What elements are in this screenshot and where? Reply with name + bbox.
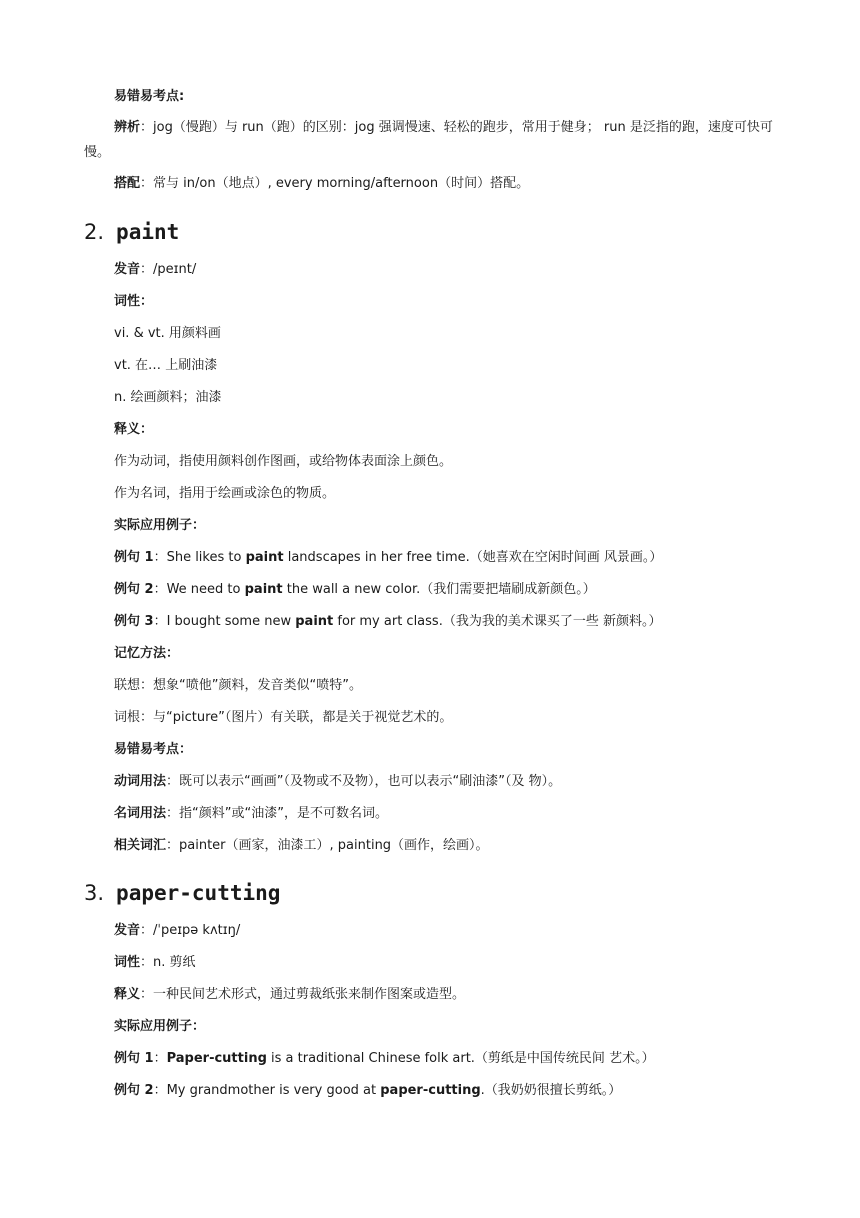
paint-memory-item: 联想：想象“喷他”颜料，发音类似“喷特”。 [114,678,362,693]
paint-pronunciation [114,259,790,281]
jog-analysis [84,115,790,165]
heading-paper-cutting-word: paper-cutting [116,881,281,905]
paint-pitfall [114,835,790,857]
example-after: for my art class.（我为我的美术课买了一些 新颜料。） [333,614,662,629]
paint-pos-item: vi. & vt. 用颜料画 [114,326,221,341]
paint-meaning-item: 作为动词，指使用颜料创作图画，或给物体表面涂上颜色。 [114,454,453,469]
paint-examples-label: 实际应用例子： [114,518,206,533]
papercutting-examples-label: 实际应用例子： [114,1019,206,1034]
papercutting-pos-text: ：n. 剪纸 [140,955,196,970]
example-before: ：We need to [153,582,245,597]
papercutting-pronunciation-text: ：/ˈpeɪpə kʌtɪŋ/ [140,923,241,938]
jog-collocation-text: ：常与 in/on（地点）, every morning/afternoon（时间）搭配。 [140,176,530,191]
example-before: ： [153,1051,167,1066]
papercutting-pronunciation [114,920,790,942]
paint-pos-label: 词性： [114,294,154,309]
heading-paint-word: paint [116,220,180,244]
example-keyword: paint [244,582,283,597]
example-before: ：I bought some new [153,614,296,629]
heading-paper-cutting [84,880,280,906]
paint-pronunciation-text: ：/peɪnt/ [140,262,197,277]
paint-memory-item: 词根：与“picture”（图片）有关联，都是关于视觉艺术的。 [114,710,453,725]
papercutting-example [114,1080,790,1102]
heading-paint-number: 2. [84,220,105,244]
example-label: 例句 1 [114,1051,154,1066]
papercutting-pos-label: 词性 [114,955,141,970]
example-keyword: paint [245,550,284,565]
heading-paint [84,219,179,245]
example-label: 例句 2 [114,1083,154,1098]
pitfall-text: ：指“颜料”或“油漆”，是不可数名词。 [166,806,388,821]
paint-meaning-item: 作为名词，指用于绘画或涂色的物质。 [114,486,336,501]
jog-analysis-label: 辨析 [114,120,141,135]
papercutting-meaning [114,984,790,1006]
jog-collocation-label: 搭配 [114,176,141,191]
papercutting-meaning-label: 释义 [114,987,141,1002]
jog-pitfalls-label: 易错易考点: [114,89,185,104]
paint-meaning-label: 释义： [114,422,154,437]
papercutting-pronunciation-label: 发音 [114,923,141,938]
paint-pos-item: n. 绘画颜料；油漆 [114,390,222,405]
jog-collocation [114,173,790,195]
paint-pitfall [114,803,790,825]
paint-example [114,611,790,633]
example-keyword: paper-cutting [380,1083,481,1098]
example-after: the wall a new color.（我们需要把墙刷成新颜色。） [282,582,596,597]
jog-analysis-text: ：jog（慢跑）与 run（跑）的区别：jog 强调慢速、轻松的跑步，常用于健身； run 是泛指的跑，速度可快可慢。 [84,120,773,160]
example-label: 例句 1 [114,550,154,565]
example-after: is a traditional Chinese folk art.（剪纸是中国传统民间 艺术。） [266,1051,655,1066]
paint-example [114,579,790,601]
paint-pitfalls-label: 易错易考点： [114,742,193,757]
pitfall-text: ：既可以表示“画画”（及物或不及物），也可以表示“刷油漆”（及 物）。 [166,774,562,789]
heading-paper-cutting-number: 3. [84,881,105,905]
papercutting-pos [114,952,790,974]
paint-example [114,547,790,569]
paint-pronunciation-label: 发音 [114,262,141,277]
paint-memory-label: 记忆方法： [114,646,180,661]
example-after: .（我奶奶很擅长剪纸。） [480,1083,622,1098]
example-label: 例句 3 [114,614,154,629]
example-keyword: Paper-cutting [166,1051,267,1066]
pitfall-label: 相关词汇 [114,838,167,853]
papercutting-meaning-text: ：一种民间艺术形式，通过剪裁纸张来制作图案或造型。 [140,987,466,1002]
pitfall-text: ：painter（画家，油漆工）, painting（画作，绘画）。 [166,838,489,853]
example-before: ：My grandmother is very good at [153,1083,381,1098]
paint-pitfall [114,771,790,793]
pitfall-label: 动词用法 [114,774,167,789]
pitfall-label: 名词用法 [114,806,167,821]
paint-pos-item: vt. 在… 上刷油漆 [114,358,218,373]
example-after: landscapes in her free time.（她喜欢在空闲时间画 风景画。） [283,550,663,565]
example-label: 例句 2 [114,582,154,597]
example-before: ：She likes to [153,550,246,565]
example-keyword: paint [295,614,334,629]
papercutting-example [114,1048,790,1070]
